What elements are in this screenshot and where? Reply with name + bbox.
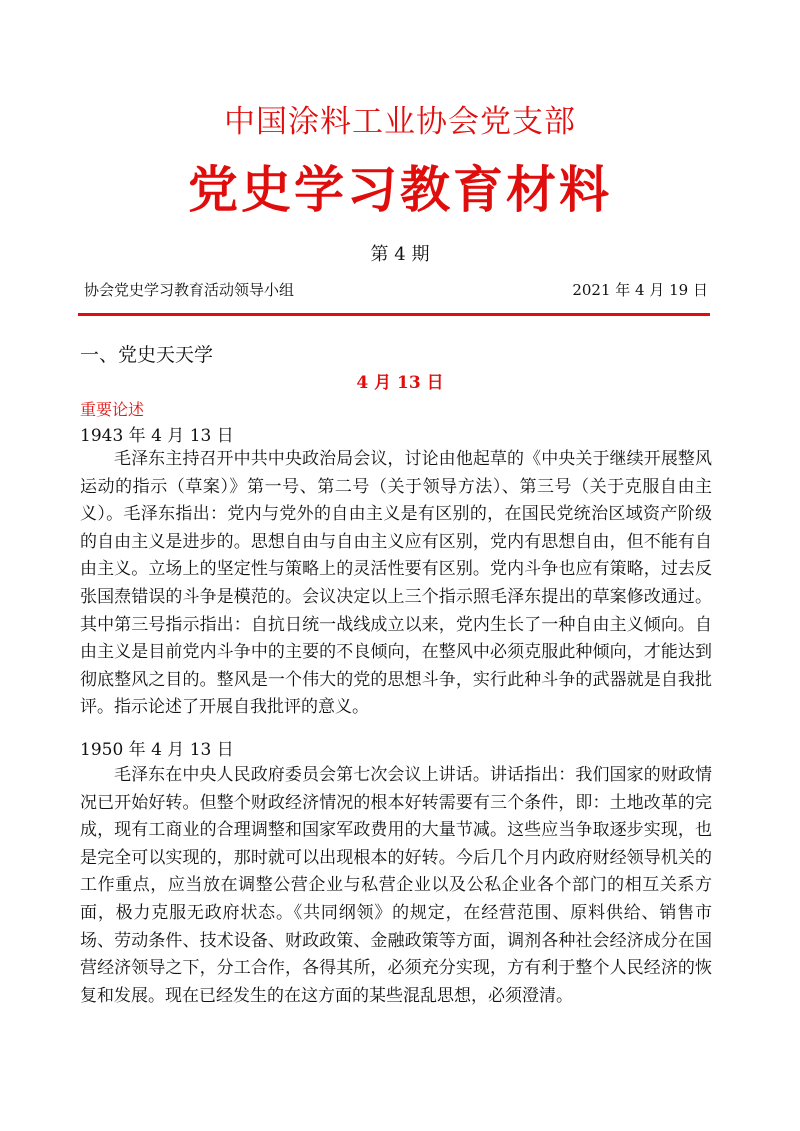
org-title: 中国涂料工业协会党支部 — [224, 104, 576, 140]
main-title: 党史学习教育材料 — [188, 160, 612, 219]
header-divider — [78, 313, 710, 316]
entry-date-1943: 1943 年 4 月 13 日 — [80, 426, 234, 446]
entry-paragraph-1950: 毛泽东在中央人民政府委员会第七次会议上讲话。讲话指出：我们国家的财政情况已开始好转。但整个财政经济情况的根本好转需要有三个条件，即：土地改革的完成，现有工商业的合理调整和国家军政费用的大量节减。这些应当争取逐步实现，也是完全可以实现的，那时就可以出现根本的好转。今后几个月内政府财经领导机关的工作重点，应当放在调整公营企业与私营企业以及公私企业各个部门的相互关系方面，极力克服无政府状态。《共同纲领》的规定，在经营范围、原料供给、销售市场、劳动条件、技术设备、财政政策、金融政策等方面，调剂各种社会经济成分在国营经济领导之下，分工合作，各得其所，必须充分实现，方有利于整个人民经济的恢复和发展。现在已经发生的在这方面的某些混乱思想，必须澄清。 — [80, 765, 712, 1006]
section-heading: 一、党史天天学 — [80, 344, 214, 366]
date-heading: 4 月 13 日 — [356, 373, 444, 393]
entry-date-1950: 1950 年 4 月 13 日 — [80, 740, 234, 760]
sub-heading: 重要论述 — [80, 400, 145, 419]
issue-number: 第 4 期 — [370, 244, 430, 265]
entry-paragraph-1943: 毛泽东主持召开中共中央政治局会议，讨论由他起草的《中央关于继续开展整风运动的指示（草案）》第一号、第二号（关于领导方法）、第三号（关于克服自由主义）。毛泽东指出：党内与党外的自由主义是有区别的，在国民党统治区域资产阶级的自由主义是进步的。思想自由与自由主义应有区别，党内有思想自由，但不能有自由主义。立场上的坚定性与策略上的灵活性要有区别。党内斗争也应有策略，过去反张国焘错误的斗争是模范的。会议决定以上三个指示照毛泽东提出的草案修改通过。其中第三号指示指出：自抗日统一战线成立以来，党内生长了一种自由主义倾向。自由主义是目前党内斗争中的主要的不良倾向，在整风中必须克服此种倾向，才能达到彻底整风之目的。整风是一个伟大的党的思想斗争，实行此种斗争的武器就是自我批评。指示论述了开展自我批评的意义。 — [80, 449, 712, 718]
issuer-name: 协会党史学习教育活动领导小组 — [84, 281, 295, 299]
issue-date: 2021 年 4 月 19 日 — [572, 281, 708, 299]
issuer-row — [84, 278, 708, 302]
